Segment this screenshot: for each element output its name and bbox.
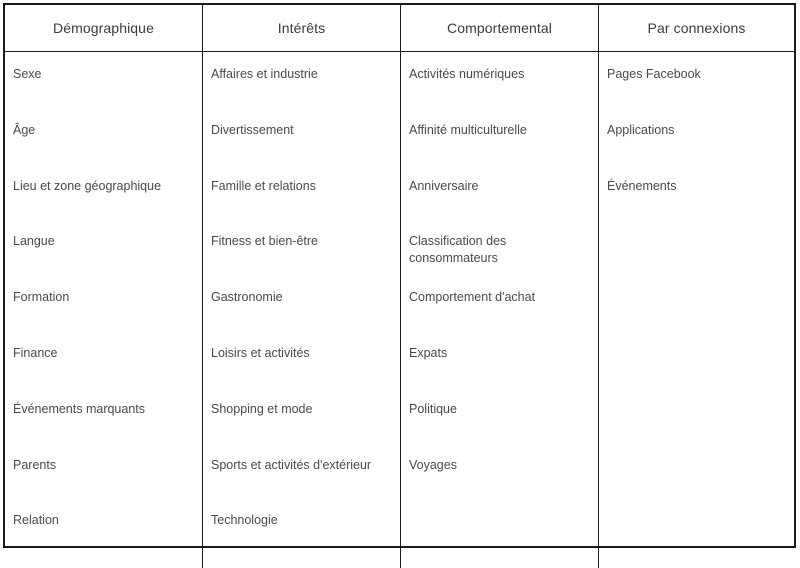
list-item: Technologie	[211, 513, 278, 528]
list-item: Finance	[13, 345, 58, 360]
column-header-demographique: Démographique	[5, 5, 203, 52]
list-item: Sexe	[13, 67, 42, 81]
list-item: Activités numériques	[409, 67, 525, 81]
list-item: Affinité multiculturelle	[409, 122, 527, 137]
list-item: Sports et activités d'extérieur	[211, 457, 372, 472]
list-item: Âge	[13, 122, 36, 137]
list-item: Politique	[409, 401, 457, 416]
list-item: Lieu et zone géographique	[13, 178, 162, 193]
list-item: Voyages	[409, 457, 457, 472]
targeting-categories-table	[3, 3, 796, 548]
list-item: Fitness et bien-être	[211, 234, 318, 249]
list-item: Langue	[13, 234, 55, 249]
column-header-interets: Intérêts	[203, 5, 401, 52]
column-interets	[203, 52, 401, 568]
list-item: Événements	[607, 178, 677, 193]
column-comportemental	[401, 52, 599, 568]
list-item: Shopping et mode	[211, 401, 313, 416]
list-item: Affaires et industrie	[211, 67, 318, 81]
list-item: Divertissement	[211, 122, 294, 137]
column-header-comportemental: Comportemental	[401, 5, 599, 52]
list-item: Expats	[409, 345, 448, 360]
column-header-par-connexions: Par connexions	[599, 5, 794, 52]
list-item: Relation	[13, 513, 59, 528]
list-item: Pages Facebook	[607, 67, 701, 81]
list-item: Événements marquants	[13, 401, 146, 416]
column-par-connexions	[599, 52, 794, 568]
list-item: Classification des consommateurs	[409, 234, 507, 266]
list-item: Applications	[607, 122, 675, 137]
list-item: Parents	[13, 457, 57, 472]
list-item: Gastronomie	[211, 290, 283, 305]
list-item: Formation	[13, 290, 70, 305]
list-item: Comportement d'achat	[409, 290, 536, 305]
list-item: Famille et relations	[211, 178, 316, 193]
list-item: Loisirs et activités	[211, 345, 310, 360]
list-item: Anniversaire	[409, 178, 479, 193]
column-demographique	[5, 52, 203, 568]
